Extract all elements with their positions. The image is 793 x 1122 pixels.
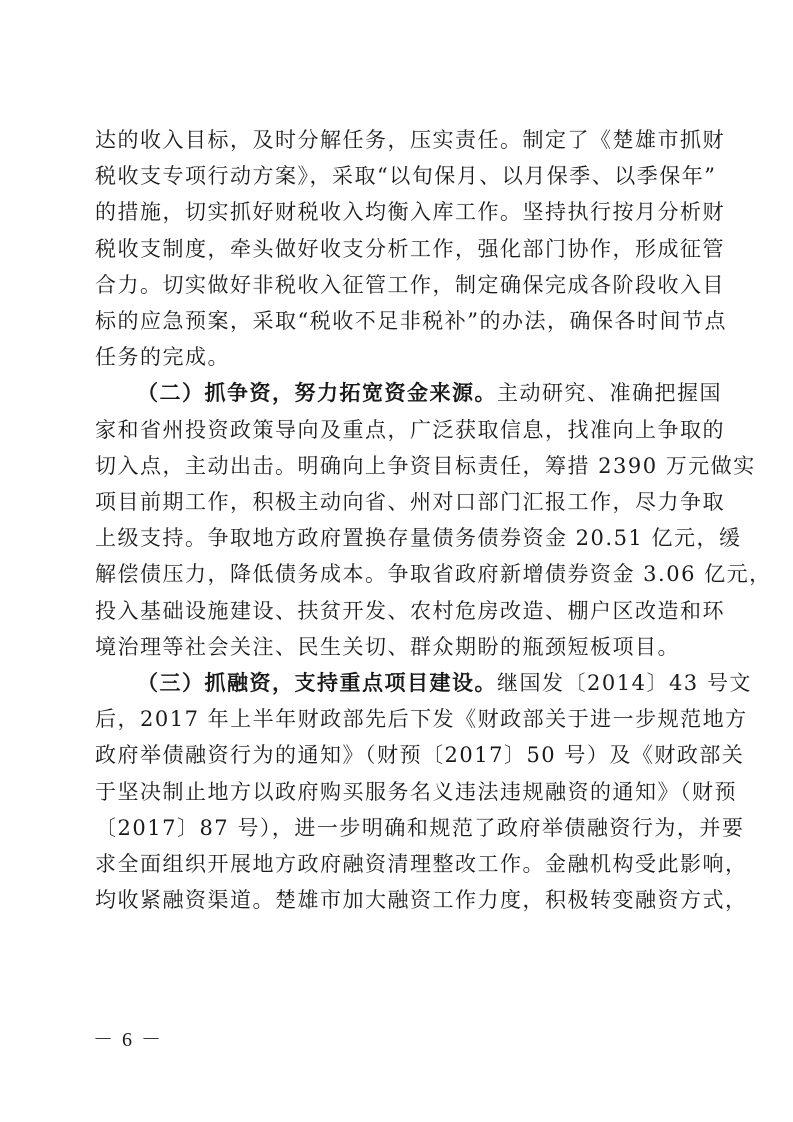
text-line: 求全面组织开展地方政府融资清理整改工作。金融机构受此影响， [95,852,748,877]
text-line: 投入基础设施建设、扶贫开发、农村危房改造、棚户区改造和环 [95,598,725,623]
text-line: 合力。切实做好非税收入征管工作，制定确保完成各阶段收入目 [95,272,725,297]
text-line: 标的应急预案，采取“税收不足非税补”的办法，确保各时间节点 [95,309,727,334]
heading-continuation: 主动研究、准确把握国 [497,381,722,406]
text-line: 的措施，切实抓好财税收入均衡入库工作。坚持执行按月分析财 [95,200,725,225]
text-line: 后，2017 年上半年财政部先后下发《财政部关于进一步规范地方 [95,707,748,732]
text-line [95,665,752,701]
text-line: 家和省州投资政策导向及重点，广泛获取信息，找准向上争取的 [95,417,725,442]
text-line: 均收紧融资渠道。楚雄市加大融资工作力度，积极转变融资方式， [95,888,748,913]
text-line: 达的收入目标，及时分解任务，压实责任。制定了《楚雄市抓财 [95,128,725,152]
text-line [95,375,722,411]
text-line: 上级支持。争取地方政府置换存量债务债券资金 20.51 亿元，缓 [95,526,742,551]
text-line: 政府举债融资行为的通知》（财预〔2017〕50 号）及《财政部关 [95,743,745,768]
text-line: 任务的完成。 [95,345,230,370]
paragraph-2 [95,375,772,665]
page-number: － 6 － [93,1029,163,1051]
document-body [95,122,772,918]
text-line: 境治理等社会关注、民生关切、群众期盼的瓶颈短板项目。 [95,634,680,659]
section-heading: （二）抓争资，努力拓宽资金来源。 [137,380,497,406]
text-line: 〔2017〕87 号），进一步明确和规范了政府举债融资行为，并要 [95,815,745,840]
text-line: 税收支专项行动方案》，采取“以旬保月、以月保季、以季保年” [95,164,717,189]
text-line: 解偿债压力，降低债务成本。争取省政府新增债券资金 3.06 亿元， [95,562,772,587]
section-heading: （三）抓融资，支持重点项目建设。 [137,670,497,696]
paragraph-1 [95,122,727,375]
text-line: 税收支制度，牵头做好收支分析工作，强化部门协作，形成征管 [95,236,725,261]
text-line: 项目前期工作，积极主动向省、州对口部门汇报工作，尽力争取 [95,490,725,515]
heading-continuation: 继国发〔2014〕43 号文 [497,671,752,696]
text-line: 于坚决制止地方以政府购买服务名义违法违规融资的通知》（财预 [95,779,737,804]
text-line: 切入点，主动出击。明确向上争资目标责任，筹措 2390 万元做实 [95,453,756,478]
paragraph-3 [95,665,752,918]
